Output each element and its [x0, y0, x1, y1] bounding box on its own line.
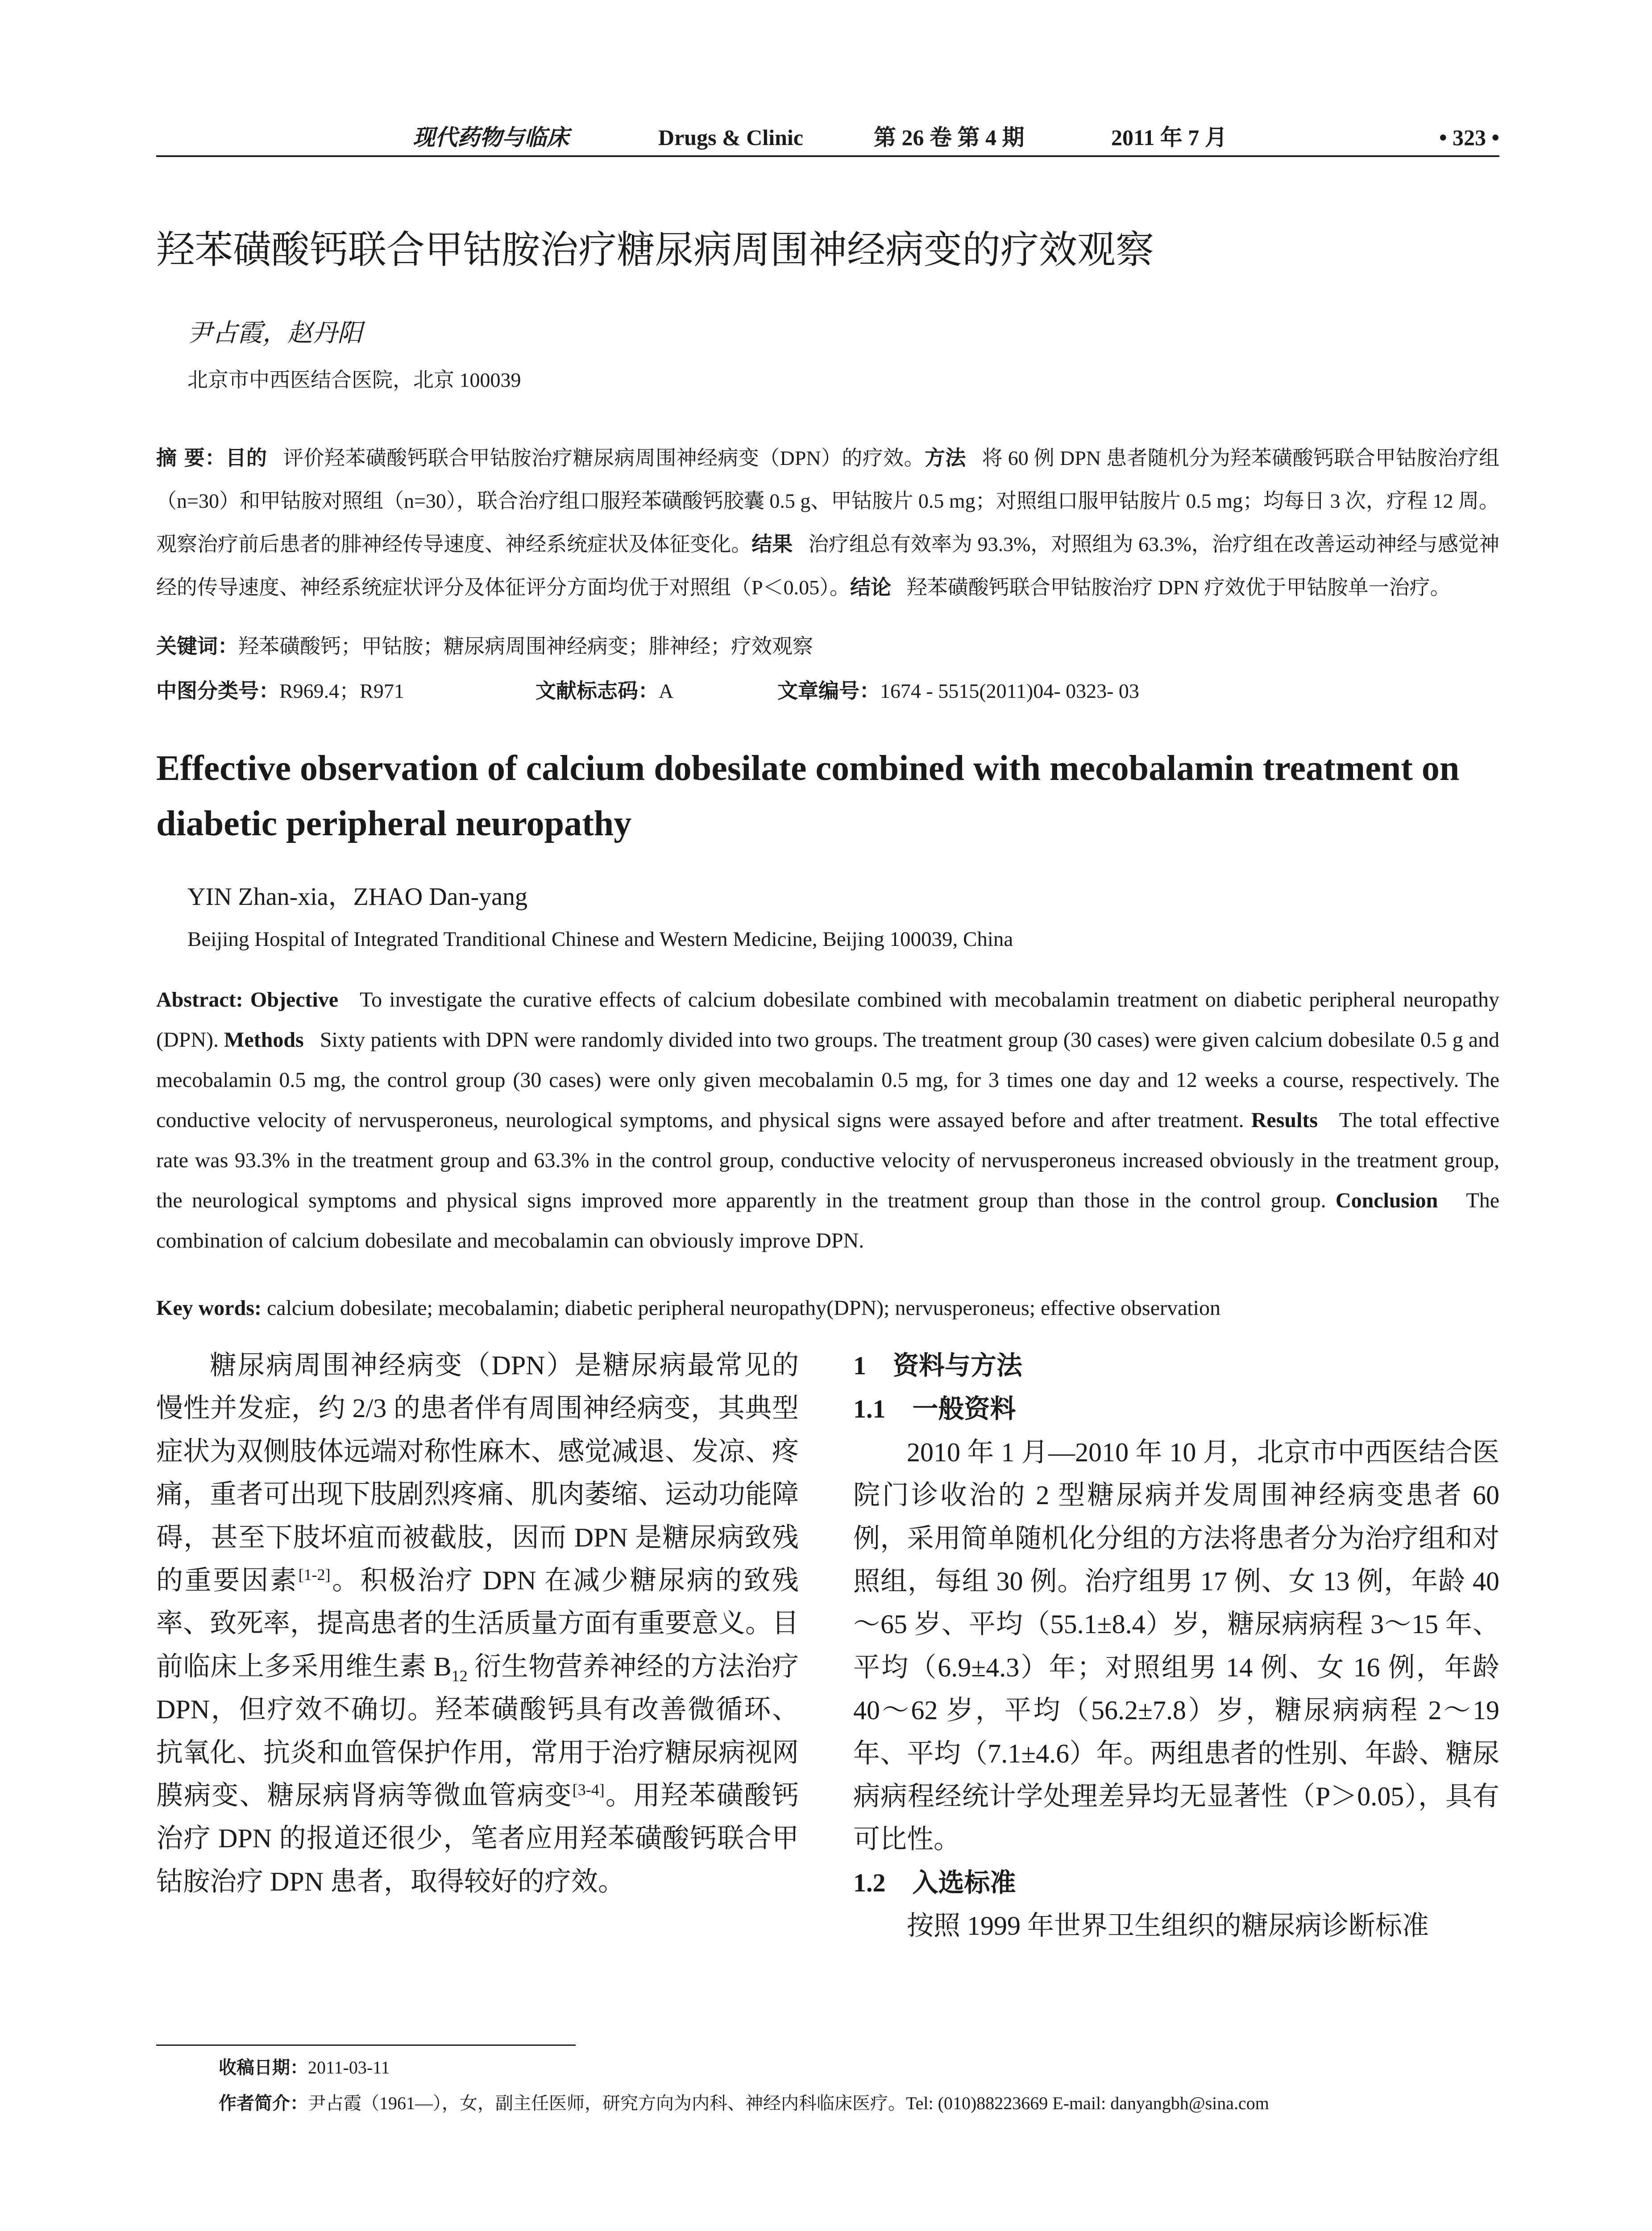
abstract-label-cn: 摘 要： — [156, 446, 226, 470]
intro-paragraph — [156, 1344, 799, 1903]
section-number-1-2: 1.2 — [853, 1868, 886, 1897]
intro-text-1: 糖尿病周围神经病变（DPN）是糖尿病最常见的慢性并发症，约 2/3 的患者伴有周围神经病变，其典型症状为双侧肢体远端对称性麻木、感觉减退、发凉、疼痛，重者可出现下肢剧烈疼痛、肌肉萎缩、运动功能障碍，甚至下肢坏疽而被截肢，因而 DPN 是糖尿病致残的重要因素 — [156, 1351, 799, 1596]
affiliation-cn: 北京市中西医结合医院，北京 100039 — [187, 369, 521, 391]
abstract-label-en: Abstract: — [156, 988, 243, 1012]
citation-2: [3-4] — [572, 1781, 605, 1799]
methods-text-en: Sixty patients with DPN were randomly divided into two groups. The treatment group (30 cases) were given calcium dobesilate 0.5 g and mecobalamin 0.5 mg, the control group (30 cases) were only given mecobalamin 0.5 mg, for 3 times one day and 12 weeks a course, respectively. The conductive velocity of nervusperoneus, neurological symptoms, and physical signs were assayed before and after treatment. — [156, 1028, 1500, 1132]
results-text-en: The total effective rate was 93.3% in the treatment group and 63.3% in the control group, conductive velocity of nervusperoneus increased obviously in the treatment group, the neurological symptoms and physical signs improved more apparently in the treatment group than those in the control group. — [156, 1108, 1499, 1212]
received-value: 2011-03-11 — [308, 2057, 390, 2078]
section-title-1-1: 一般资料 — [912, 1393, 1016, 1424]
methods-label-en: Methods — [224, 1028, 304, 1052]
article-no-label: 文章编号： — [777, 679, 880, 703]
authors-cn: 尹占霞，赵丹阳 — [187, 319, 362, 348]
abstract-cn — [156, 436, 1499, 609]
received-date-note — [219, 2055, 390, 2080]
keywords-en — [156, 1295, 1499, 1322]
methods-text-cn: 将 60 例 DPN 患者随机分为羟苯磺酸钙联合甲钴胺治疗组（n=30）和甲钴胺对照组（n=30），联合治疗组口服羟苯磺酸钙胶囊 0.5 g、甲钴胺片 0.5 mg；对照组口服甲钴胺片 0.5 mg；均每日 3 次，疗程 12 周。观察治疗前后患者的腓神经传导速度、神经系统症状及体征变化。 — [156, 447, 1500, 556]
objective-label-en: Objective — [250, 988, 339, 1012]
results-label-en: Results — [1251, 1108, 1318, 1132]
methods-label-cn: 方法 — [925, 446, 966, 470]
section-heading-1 — [853, 1344, 1499, 1387]
author-bio-note — [219, 2091, 1269, 2116]
footnote-divider — [156, 2044, 576, 2046]
clc-field — [156, 677, 404, 705]
intro-text-4: 。用羟苯磺酸钙治疗 DPN 的报道还很少，笔者应用羟苯磺酸钙联合甲钴胺治疗 DPN 患者，取得较好的疗效。 — [156, 1781, 799, 1896]
article-title-en: Effective observation of calcium dobesilate combined with mecobalamin treatment on diabetic peripheral neuropathy — [156, 749, 1460, 843]
affiliation-en: Beijing Hospital of Integrated Tranditional Chinese and Western Medicine, Beijing 100039, China — [187, 928, 1013, 951]
header-divider — [156, 155, 1499, 157]
keywords-cn — [156, 633, 1499, 660]
keywords-label-en: Key words: — [156, 1296, 261, 1320]
results-text-cn: 治疗组总有效率为 93.3%，对照组为 63.3%，治疗组在改善运动神经与感觉神经的传导速度、神经系统症状评分及体征评分方面均优于对照组（P＜0.05）。 — [156, 533, 1500, 599]
doc-code-label: 文献标志码： — [535, 679, 659, 703]
keywords-label-cn: 关键词： — [156, 634, 238, 658]
conclusion-label-en: Conclusion — [1335, 1189, 1438, 1212]
clc-value: R969.4；R971 — [279, 680, 404, 702]
keywords-text-cn: 羟苯磺酸钙；甲钴胺；糖尿病周围神经病变；腓神经；疗效观察 — [238, 635, 813, 658]
journal-name-en: Drugs & Clinic — [658, 125, 803, 150]
section-title-1: 资料与方法 — [893, 1350, 1023, 1381]
section-title-1-2: 入选标准 — [912, 1867, 1016, 1898]
page-number: • 323 • — [1439, 125, 1499, 150]
keywords-text-en: calcium dobesilate; mecobalamin; diabetic peripheral neuropathy(DPN); nervusperoneus; effective observation — [266, 1296, 1220, 1320]
section-text-1-2: 按照 1999 年世界卫生组织的糖尿病诊断标准 — [907, 1911, 1429, 1941]
doc-code-value: A — [659, 680, 674, 702]
journal-name-cn: 现代药物与临床 — [413, 124, 569, 150]
vitamin-subscript: 12 — [451, 1667, 468, 1685]
authors-en: YIN Zhan-xia，ZHAO Dan-yang — [187, 883, 527, 911]
running-header — [156, 117, 1499, 157]
article-no-value: 1674 - 5515(2011)04- 0323- 03 — [880, 680, 1139, 702]
body-left-column — [156, 1344, 799, 1903]
bio-label: 作者简介： — [219, 2093, 308, 2114]
section-heading-1-2 — [853, 1861, 1499, 1904]
doc-code-field — [535, 677, 673, 705]
conclusion-text-cn: 羟苯磺酸钙联合甲钴胺治疗 DPN 疗效优于甲钴胺单一治疗。 — [906, 576, 1451, 599]
section-number-1: 1 — [853, 1351, 866, 1380]
abstract-en — [156, 980, 1499, 1261]
intro-text-3: 衍生物营养神经的方法治疗 DPN，但疗效不确切。羟苯磺酸钙具有改善微循环、抗氧化、抗炎和血管保护作用，常用于治疗糖尿病视网膜病变、糖尿病肾病等微血管病变 — [156, 1651, 799, 1811]
results-label-cn: 结果 — [751, 532, 793, 556]
conclusion-text-en: The combination of calcium dobesilate and mecobalamin can obviously improve DPN. — [156, 1189, 1499, 1252]
objective-text-en: To investigate the curative effects of calcium dobesilate combined with mecobalamin treatment on diabetic peripheral neuropathy (DPN). — [156, 988, 1500, 1052]
received-label: 收稿日期： — [219, 2057, 308, 2078]
classification-line — [156, 677, 1499, 704]
section-heading-1-1 — [853, 1387, 1499, 1431]
section-number-1-1: 1.1 — [853, 1394, 886, 1424]
bio-value: 尹占霞（1961—），女，副主任医师，研究方向为内科、神经内科临床医疗。Tel: (010)88223669 E-mail: danyangbh@sina.com — [308, 2093, 1269, 2113]
intro-text-2: 。积极治疗 DPN 在减少糖尿病的致残率、致死率，提高患者的生活质量方面有重要意义。目前临床上多采用维生素 B — [156, 1566, 799, 1681]
objective-label-cn: 目的 — [225, 446, 267, 470]
volume-issue: 第 26 卷 第 4 期 — [874, 125, 1025, 150]
article-no-field — [777, 677, 1139, 705]
citation-1: [1-2] — [298, 1566, 331, 1584]
article-title-cn: 羟苯磺酸钙联合甲钴胺治疗糖尿病周围神经病变的疗效观察 — [156, 228, 1154, 272]
body-right-column — [853, 1344, 1499, 1948]
conclusion-label-cn: 结论 — [850, 575, 892, 599]
issue-date: 2011 年 7 月 — [1111, 125, 1227, 150]
objective-text-cn: 评价羟苯磺酸钙联合甲钴胺治疗糖尿病周围神经病变（DPN）的疗效。 — [283, 447, 925, 469]
section-text-1-1: 2010 年 1 月—2010 年 10 月，北京市中西医结合医院门诊收治的 2 型糖尿病并发周围神经病变患者 60 例，采用简单随机化分组的方法将患者分为治疗组和对照组，每组 30 例。治疗组男 17 例、女 13 例，年龄 40～65 岁、平均（55.1±8.4）岁，糖尿病病程 3～15 年、平均（6.9±4.3）年；对照组男 14 例、女 16 例，年龄 40～62 岁，平均（56.2±7.8）岁，糖尿病病程 2～19 年、平均（7.1±4.6）年。两组患者的性别、年龄、糖尿病病程经统计学处理差异均无显著性（P＞0.05），具有可比性。 — [853, 1437, 1499, 1854]
clc-label: 中图分类号： — [156, 679, 279, 703]
